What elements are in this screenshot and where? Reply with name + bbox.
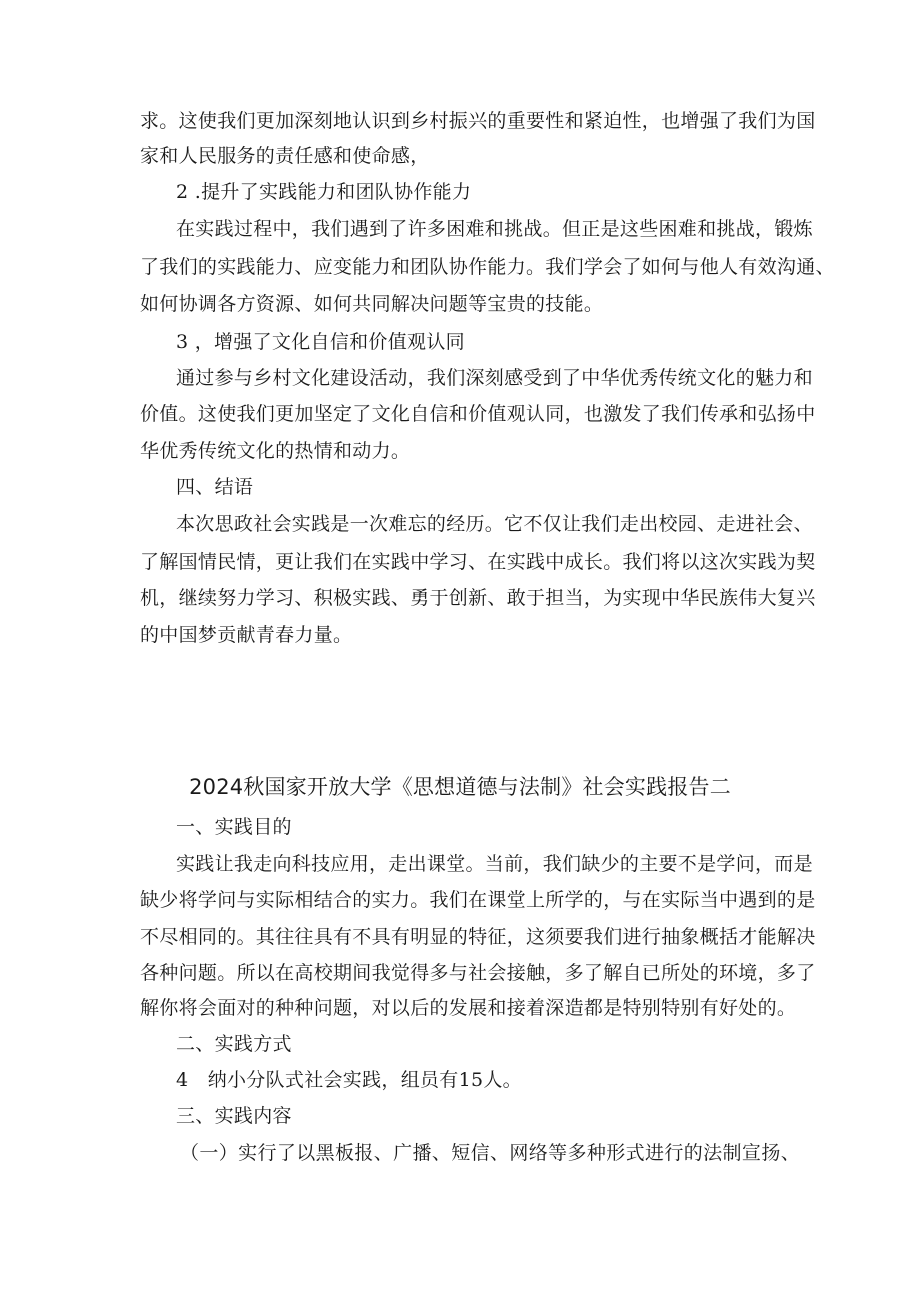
paragraph-line: 在实践过程中，我们遇到了许多困难和挑战。但正是这些困难和挑战，锻炼 xyxy=(176,218,813,240)
paragraph-line: 华优秀传统文化的热情和动力。 xyxy=(140,440,411,462)
section-heading: 一、实践目的 xyxy=(176,816,292,838)
paragraph-line: 家和人民服务的责任感和使命感， xyxy=(140,145,430,167)
section-heading: 2 .提升了实践能力和团队协作能力 xyxy=(176,181,472,203)
paragraph-line: 的中国梦贡献青春力量。 xyxy=(140,624,353,646)
paragraph-line: 4 纳小分队式社会实践，组员有15人。 xyxy=(176,1069,522,1091)
paragraph-line: 实践让我走向科技应用，走出课堂。当前，我们缺少的主要不是学问，而是 xyxy=(176,853,813,875)
section-heading: 二、实践方式 xyxy=(176,1033,292,1055)
paragraph-line: 不尽相同的。其往往具有不具有明显的特征，这须要我们进行抽象概括才能解决 xyxy=(140,926,816,948)
section-heading: 四、结语 xyxy=(176,476,254,498)
paragraph-line: 本次思政社会实践是一次难忘的经历。它不仅让我们走出校园、走进社会、 xyxy=(176,513,813,535)
paragraph-line: 解你将会面对的种种问题，对以后的发展和接着深造都是特别特别有好处的。 xyxy=(140,997,797,1019)
paragraph-line: 缺少将学问与实际相结合的实力。我们在课堂上所学的，与在实际当中遇到的是 xyxy=(140,889,816,911)
paragraph-line: 各种问题。所以在高校期间我觉得多与社会接触，多了解自已所处的环境，多了 xyxy=(140,962,816,984)
report-title: 2024秋国家开放大学《思想道德与法制》社会实践报告二 xyxy=(189,775,731,799)
paragraph-line: 如何协调各方资源、如何共同解决问题等宝贵的技能。 xyxy=(140,293,604,315)
paragraph-line: 了我们的实践能力、应变能力和团队协作能力。我们学会了如何与他人有效沟通、 xyxy=(140,256,835,278)
paragraph-line: 机，继续努力学习、积极实践、勇于创新、敢于担当，为实现中华民族伟大复兴 xyxy=(140,587,816,609)
paragraph-line: 求。这使我们更加深刻地认识到乡村振兴的重要性和紧迫性，也增强了我们为国 xyxy=(140,110,816,132)
paragraph-line: 了解国情民情，更让我们在实践中学习、在实践中成长。我们将以这次实践为契 xyxy=(140,551,816,573)
paragraph-line: （一）实行了以黑板报、广播、短信、网络等多种形式进行的法制宣扬、 xyxy=(180,1142,800,1164)
section-heading: 3 ，增强了文化自信和价值观认同 xyxy=(176,331,465,353)
section-heading: 三、实践内容 xyxy=(176,1105,292,1127)
paragraph-line: 通过参与乡村文化建设活动，我们深刻感受到了中华优秀传统文化的魅力和 xyxy=(176,367,813,389)
paragraph-line: 价值。这使我们更加坚定了文化自信和价值观认同，也激发了我们传承和弘扬中 xyxy=(140,403,816,425)
